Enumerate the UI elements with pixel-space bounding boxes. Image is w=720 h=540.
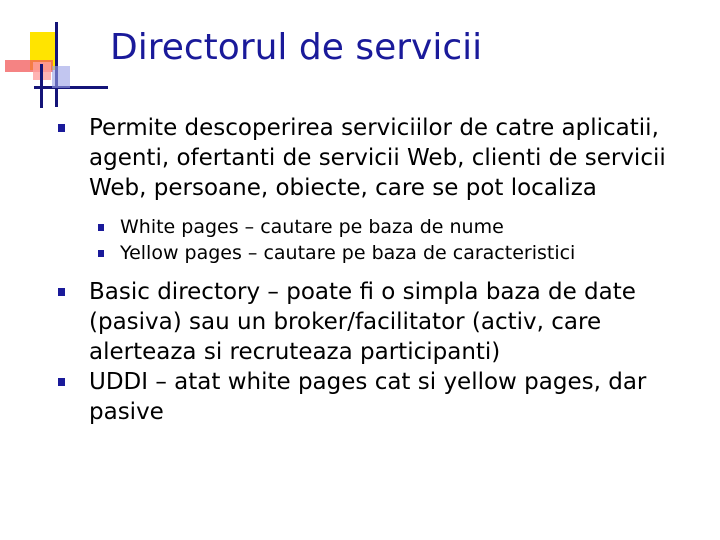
bullet-text: UDDI – atat white pages cat si yellow pages, dar pasive	[89, 369, 647, 425]
sub-bullet-item	[55, 240, 695, 266]
sub-bullet-text: White pages – cautare pe baza de nume	[120, 216, 504, 238]
slide-title: Directorul de servicii	[110, 27, 483, 68]
square-bullet-icon	[58, 124, 65, 132]
square-bullet-icon	[58, 378, 65, 386]
bullet-text: Basic directory – poate fi o simpla baza de date (pasiva) sau un broker/facilitator (activ, care alerteaza si recruteaza participanti)	[89, 279, 636, 365]
square-bullet-icon	[98, 250, 104, 257]
sub-bullet-list	[55, 214, 695, 266]
sub-bullet-item	[55, 214, 695, 240]
sub-bullet-text: Yellow pages – cautare pe baza de caracteristici	[120, 242, 576, 264]
cross-logo-icon	[0, 0, 110, 110]
bullet-item	[55, 367, 695, 427]
slide-content	[55, 113, 695, 427]
bullet-text: Permite descoperirea serviciilor de catre aplicatii, agenti, ofertanti de servicii Web, clienti de servicii Web, persoane, obiecte, care se pot localiza	[89, 115, 666, 201]
square-bullet-icon	[58, 288, 65, 296]
slide-logo	[0, 0, 110, 110]
bullet-item	[55, 113, 695, 203]
square-bullet-icon	[98, 224, 104, 231]
bullet-item	[55, 277, 695, 367]
